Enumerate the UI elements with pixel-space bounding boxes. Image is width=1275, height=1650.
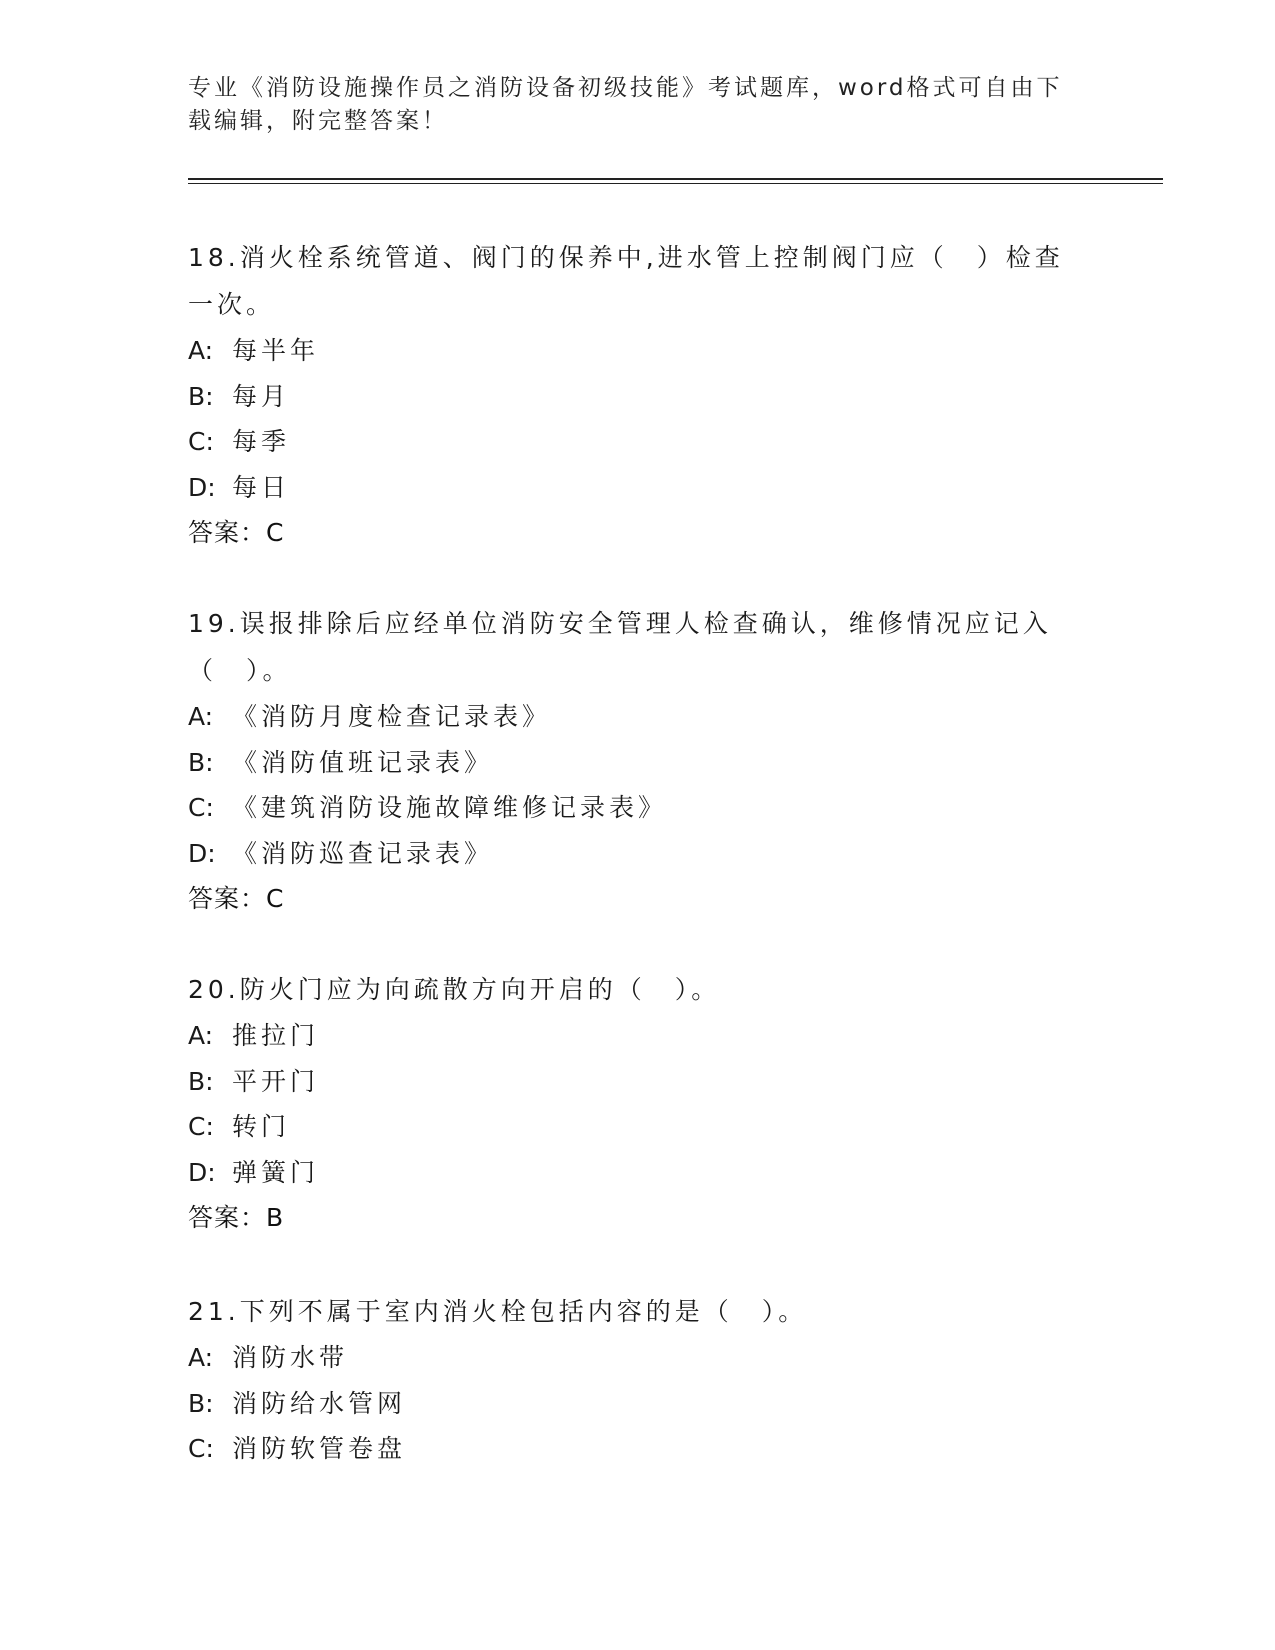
question-19 bbox=[188, 600, 1088, 922]
option-d bbox=[188, 831, 1088, 877]
option-letter: C: bbox=[188, 427, 214, 456]
option-d bbox=[188, 1150, 1088, 1196]
option-text: 平开门 bbox=[232, 1066, 320, 1096]
option-text: 每日 bbox=[232, 472, 291, 502]
option-a bbox=[188, 1013, 1088, 1059]
question-20 bbox=[188, 966, 1088, 1241]
option-b bbox=[188, 740, 1088, 786]
option-b bbox=[188, 374, 1088, 420]
question-stem: 18.消火栓系统管道、阀门的保养中,进水管上控制阀门应（ ）检查一次。 bbox=[188, 243, 1064, 319]
option-text: 推拉门 bbox=[232, 1021, 320, 1050]
option-text: 消防给水管网 bbox=[232, 1388, 407, 1418]
option-letter: D: bbox=[188, 472, 216, 502]
question-stem: 21.下列不属于室内消火栓包括内容的是（ ）。 bbox=[188, 1297, 808, 1326]
option-text: 《消防月度检查记录表》 bbox=[232, 702, 552, 731]
option-b bbox=[188, 1059, 1088, 1105]
option-text: 《消防值班记录表》 bbox=[232, 747, 494, 777]
option-d bbox=[188, 465, 1088, 511]
option-text: 《建筑消防设施故障维修记录表》 bbox=[232, 793, 668, 822]
option-a bbox=[188, 328, 1088, 374]
header-divider-thin bbox=[188, 183, 1163, 184]
question-stem: 20.防火门应为向疏散方向开启的（ ）。 bbox=[188, 975, 721, 1004]
header-divider-thick bbox=[188, 178, 1163, 180]
option-letter: D: bbox=[188, 1157, 216, 1187]
option-letter: A: bbox=[188, 336, 214, 365]
option-text: 弹簧门 bbox=[232, 1157, 320, 1187]
option-b bbox=[188, 1381, 1088, 1427]
option-text: 每月 bbox=[232, 381, 291, 411]
option-letter: A: bbox=[188, 702, 214, 731]
option-text: 《消防巡查记录表》 bbox=[232, 838, 494, 868]
question-21 bbox=[188, 1288, 1088, 1472]
option-letter: B: bbox=[188, 747, 214, 777]
document-intro: 专业《消防设施操作员之消防设备初级技能》考试题库，word格式可自由下载编辑，附完整答案！ bbox=[188, 75, 1063, 134]
option-letter: D: bbox=[188, 838, 216, 868]
answer-line: 答案：C bbox=[188, 884, 285, 913]
option-letter: B: bbox=[188, 1388, 214, 1418]
option-text: 每季 bbox=[232, 427, 291, 456]
option-letter: B: bbox=[188, 381, 214, 411]
question-stem: 19.误报排除后应经单位消防安全管理人检查确认，维修情况应记入（ ）。 bbox=[188, 609, 1052, 685]
option-text: 消防水带 bbox=[232, 1343, 349, 1372]
answer-line: 答案：C bbox=[188, 518, 285, 547]
question-18 bbox=[188, 234, 1088, 556]
option-a bbox=[188, 694, 1088, 740]
option-letter: C: bbox=[188, 793, 214, 822]
option-letter: B: bbox=[188, 1066, 214, 1096]
option-text: 转门 bbox=[232, 1112, 291, 1141]
option-letter: C: bbox=[188, 1434, 214, 1463]
option-c bbox=[188, 785, 1088, 831]
option-c bbox=[188, 1104, 1088, 1150]
option-text: 每半年 bbox=[232, 336, 320, 365]
option-c bbox=[188, 419, 1088, 465]
option-letter: C: bbox=[188, 1112, 214, 1141]
option-letter: A: bbox=[188, 1343, 214, 1372]
option-c bbox=[188, 1426, 1088, 1472]
option-letter: A: bbox=[188, 1021, 214, 1050]
option-text: 消防软管卷盘 bbox=[232, 1434, 407, 1463]
answer-line: 答案：B bbox=[188, 1203, 285, 1232]
option-a bbox=[188, 1335, 1088, 1381]
